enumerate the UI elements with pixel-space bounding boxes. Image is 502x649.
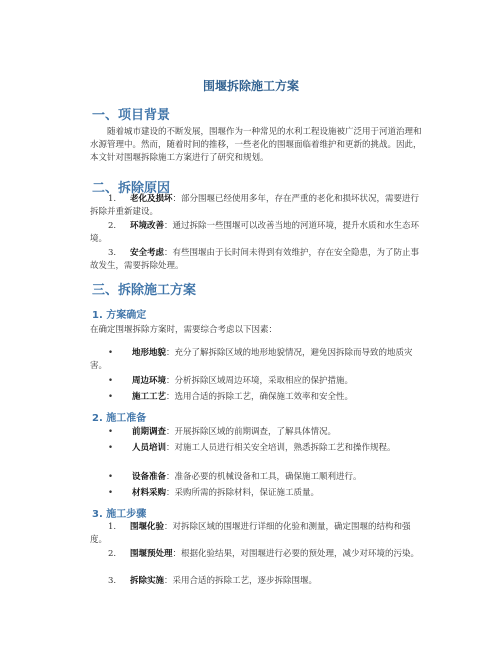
subsection-heading-steps: 3. 施工步骤 <box>92 509 147 520</box>
step-item <box>90 575 422 588</box>
item-text: ：有些围堰由于长时间未得到有效维护，存在安全隐患，为了防止事故发生，需要拆除处理。 <box>90 248 420 271</box>
step-item <box>90 521 422 547</box>
bullet-icon: • <box>108 348 114 358</box>
bullet-item <box>90 375 422 388</box>
bullet-item <box>90 442 422 455</box>
item-text: ：部分围堰已经使用多年，存在严重的老化和损坏状况，需要进行拆除并重新建设。 <box>90 194 420 217</box>
item-label: 前期调查 <box>132 427 167 437</box>
bullet-icon: • <box>108 488 114 498</box>
item-label: 拆除实施 <box>130 576 165 586</box>
bullet-item <box>90 347 422 373</box>
reason-item <box>90 247 422 273</box>
item-text: ：对施工人员进行相关安全培训，熟悉拆除工艺和操作规程。 <box>166 443 396 453</box>
bullet-icon: • <box>108 427 114 437</box>
item-text: ：根据化验结果，对围堰进行必要的预处理，减少对环境的污染。 <box>172 549 420 559</box>
item-number: 3. <box>108 576 117 586</box>
item-label: 安全考虑 <box>130 248 165 258</box>
item-label: 设备准备 <box>132 472 167 482</box>
section-heading-reasons: 二、拆除原因 <box>92 181 171 196</box>
section-heading-plan: 三、拆除施工方案 <box>92 283 197 298</box>
bullet-item <box>90 391 422 404</box>
item-text: ：准备必要的机械设备和工具，确保施工顺利进行。 <box>166 472 362 482</box>
subsection-heading-plan-determination: 1. 方案确定 <box>92 310 147 321</box>
item-label: 老化及损坏 <box>130 194 173 204</box>
document-title: 围堰拆除施工方案 <box>202 79 299 93</box>
bullet-item <box>90 426 422 439</box>
item-label: 周边环境 <box>132 376 167 386</box>
bullet-icon: • <box>108 392 114 402</box>
plan-intro-paragraph: 在确定围堰拆除方案时，需要综合考虑以下因素： <box>90 325 278 335</box>
bullet-icon: • <box>108 443 114 453</box>
item-number: 1. <box>108 194 117 204</box>
item-text: ：采用合适的拆除工艺，逐步拆除围堰。 <box>164 576 318 586</box>
item-label: 施工工艺 <box>132 392 167 402</box>
item-label: 材料采购 <box>132 488 167 498</box>
item-number: 2. <box>108 221 117 231</box>
reason-item <box>90 220 422 246</box>
item-text: ：选用合适的拆除工艺，确保施工效率和安全性。 <box>166 392 354 402</box>
item-text: ：充分了解拆除区域的地形地貌情况，避免因拆除而导致的地质灾害。 <box>90 348 413 371</box>
item-text: ：对拆除区域的围堰进行详细的化验和测量，确定围堰的结构和强度。 <box>90 522 411 545</box>
bullet-icon: • <box>108 472 114 482</box>
section-heading-background: 一、项目背景 <box>92 108 171 123</box>
item-number: 3. <box>108 248 117 258</box>
item-number: 1. <box>108 522 117 532</box>
item-label: 围堰化验 <box>130 522 165 532</box>
reason-item <box>90 193 422 219</box>
item-label: 地形地貌 <box>132 348 167 358</box>
step-item <box>90 548 422 561</box>
item-number: 2. <box>108 549 117 559</box>
item-text: ：分析拆除区域周边环境，采取相应的保护措施。 <box>166 376 354 386</box>
background-paragraph: 随着城市建设的不断发展，围堰作为一种常见的水利工程设施被广泛用于河道治理和水源管理中。然而，随着时间的推移，一些老化的围堰面临着维护和更新的挑战。因此，本文针对围堰拆除施工方案进行了研究和规划。 <box>90 127 422 163</box>
item-label: 围堰预处理 <box>130 549 173 559</box>
item-text: ：通过拆除一些围堰可以改善当地的河道环境，提升水质和水生态环境。 <box>90 221 420 244</box>
item-label: 环境改善 <box>130 221 165 231</box>
bullet-item <box>90 471 422 484</box>
item-text: ：采购所需的拆除材料，保证施工质量。 <box>166 488 320 498</box>
bullet-icon: • <box>108 376 114 386</box>
item-text: ：开展拆除区域的前期调查，了解具体情况。 <box>166 427 337 437</box>
bullet-item <box>90 487 422 500</box>
item-label: 人员培训 <box>132 443 167 453</box>
subsection-heading-preparation: 2. 施工准备 <box>92 413 147 424</box>
